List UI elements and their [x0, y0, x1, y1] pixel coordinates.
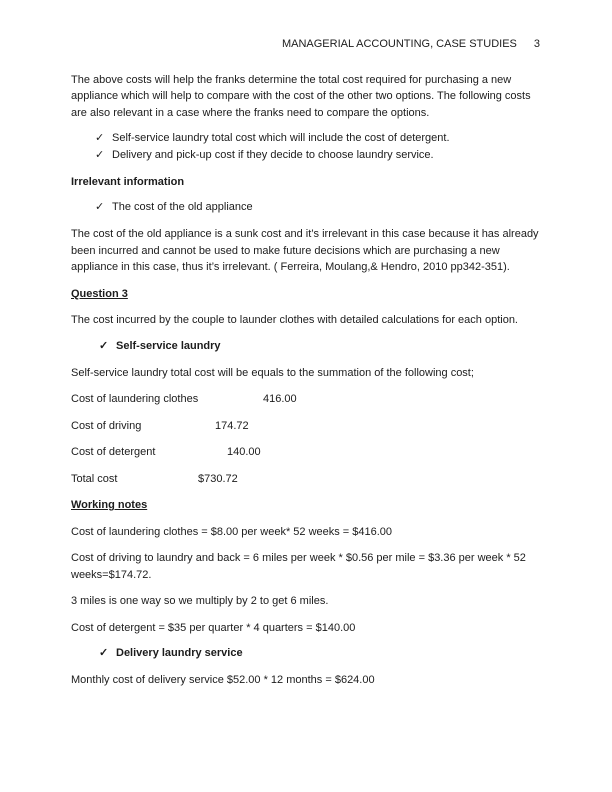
- list-item-text: Self-service laundry: [116, 339, 221, 352]
- cost-row: [71, 444, 540, 461]
- note-laundering: Cost of laundering clothes = $8.00 per week* 52 weeks = $416.00: [71, 525, 393, 538]
- running-head-title: MANAGERIAL ACCOUNTING, CASE STUDIES: [281, 38, 517, 50]
- cost-row-total: [71, 471, 540, 488]
- note-driving: Cost of driving to laundry and back = 6 miles per week * $0.56 per mile = $3.36 per week * 52 weeks=$174.72.: [71, 552, 526, 581]
- paragraph-sunk-cost: The cost of the old appliance is a sunk cost and it’s irrelevant in this case because it has already been incurred and cannot be used to make future decisions which are purchasing a new appliance in this case, thus it’s irrelevant. ( Ferreira, Moulang,& Hendro, 2010 pp342-351).: [71, 228, 539, 274]
- cost-label: Cost of laundering clothes: [71, 393, 199, 406]
- heading-question-3: Question 3: [71, 287, 128, 300]
- paragraph-intro: The above costs will help the franks determine the total cost required for purchasing a new appliance which will help to compare with the cost of the other two options. The following costs are also relevant in a case where the franks need to compare the options.: [71, 73, 531, 119]
- cost-row: [71, 391, 540, 408]
- cost-label: Cost of driving: [71, 419, 142, 432]
- list-item: [95, 148, 540, 164]
- cost-value: $730.72: [198, 472, 238, 485]
- list-item-text: Self-service laundry total cost which will include the cost of detergent.: [112, 132, 450, 144]
- checkmark-icon: ✓: [95, 148, 105, 161]
- paragraph-self-service: Self-service laundry total cost will be equals to the summation of the following cost;: [71, 366, 474, 379]
- list-item-delivery-laundry-service: [99, 646, 540, 662]
- paragraph-question-3: The cost incurred by the couple to launder clothes with detailed calculations for each option.: [71, 314, 518, 327]
- cost-row: [71, 418, 540, 435]
- cost-value: 174.72: [215, 419, 249, 432]
- checkmark-icon: ✓: [95, 132, 105, 144]
- list-item-text: Delivery laundry service: [116, 647, 243, 660]
- note-detergent: Cost of detergent = $35 per quarter * 4 quarters = $140.00: [71, 621, 356, 634]
- checkmark-icon: ✓: [99, 339, 109, 352]
- page-number: 3: [533, 38, 540, 50]
- relevant-costs-list: [95, 131, 540, 164]
- checkmark-icon: ✓: [95, 201, 105, 214]
- list-item: [95, 200, 540, 216]
- cost-value: 140.00: [227, 446, 261, 459]
- checkmark-icon: ✓: [99, 647, 109, 660]
- cost-label: Total cost: [71, 472, 118, 485]
- list-item-text: The cost of the old appliance: [112, 201, 253, 214]
- heading-working-notes: Working notes: [71, 499, 148, 512]
- list-item: [95, 131, 540, 147]
- heading-irrelevant-information: Irrelevant information: [71, 175, 185, 188]
- cost-label: Cost of detergent: [71, 446, 156, 459]
- note-miles: 3 miles is one way so we multiply by 2 to get 6 miles.: [71, 595, 329, 608]
- list-item-self-service-laundry: [99, 339, 540, 355]
- list-item-text: Delivery and pick-up cost if they decide to choose laundry service.: [112, 148, 434, 161]
- page-header: [71, 36, 540, 53]
- paragraph-delivery: Monthly cost of delivery service $52.00 * 12 months = $624.00: [71, 674, 375, 687]
- cost-value: 416.00: [263, 393, 297, 406]
